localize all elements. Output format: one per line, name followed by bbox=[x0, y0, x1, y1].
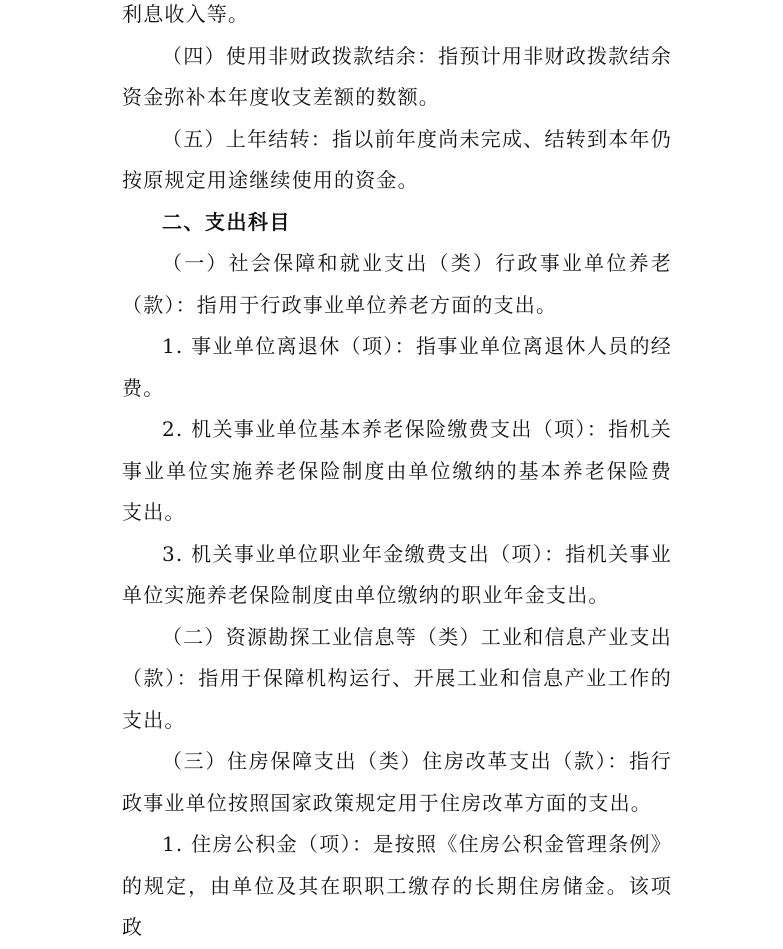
paragraph-text: 3. 机关事业单位职业年金缴费支出（项）：指机关事业单位实施养老保险制度由单位缴纳的职业年金支出。 bbox=[122, 541, 672, 607]
paragraph-social-security bbox=[122, 243, 672, 326]
paragraph-occupational-annuity bbox=[122, 534, 672, 617]
paragraph-text: 1. 事业单位离退休（项）：指事业单位离退休人员的经费。 bbox=[122, 334, 672, 400]
paragraph-text: （一）社会保障和就业支出（类）行政事业单位养老（款）：指用于行政事业单位养老方面的支出。 bbox=[122, 251, 672, 317]
paragraph-text: （三）住房保障支出（类）住房改革支出（款）：指行政事业单位按照国家政策规定用于住房改革方面的支出。 bbox=[122, 749, 672, 815]
paragraph-text: 2. 机关事业单位基本养老保险缴费支出（项）：指机关事业单位实施养老保险制度由单位缴纳的基本养老保险费支出。 bbox=[122, 417, 672, 524]
paragraph-text: 1. 住房公积金（项）：是按照《住房公积金管理条例》的规定，由单位及其在职职工缴存的长期住房储金。该项政 bbox=[122, 832, 672, 939]
heading-text: 二、支出科目 bbox=[162, 209, 291, 234]
document-body bbox=[122, 0, 672, 949]
paragraph-basic-pension bbox=[122, 409, 672, 534]
paragraph-industry-info bbox=[122, 617, 672, 742]
paragraph-housing-reform bbox=[122, 741, 672, 824]
paragraph-text: （四）使用非财政拨款结余：指预计用非财政拨款结余资金弥补本年度收支差额的数额。 bbox=[122, 43, 672, 109]
paragraph-non-fiscal-surplus bbox=[122, 36, 672, 119]
section-heading-expenditure bbox=[122, 202, 672, 244]
paragraph-income-continued bbox=[122, 0, 672, 36]
paragraph-text: 利息收入等。 bbox=[122, 2, 250, 26]
paragraph-retirement bbox=[122, 326, 672, 409]
paragraph-text: （五）上年结转：指以前年度尚未完成、结转到本年仍按原规定用途继续使用的资金。 bbox=[122, 126, 672, 192]
paragraph-prior-year-carryover bbox=[122, 119, 672, 202]
paragraph-text: （二）资源勘探工业信息等（类）工业和信息产业支出（款）：指用于保障机构运行、开展工业和信息产业工作的支出。 bbox=[122, 624, 672, 732]
paragraph-housing-fund bbox=[122, 824, 672, 949]
